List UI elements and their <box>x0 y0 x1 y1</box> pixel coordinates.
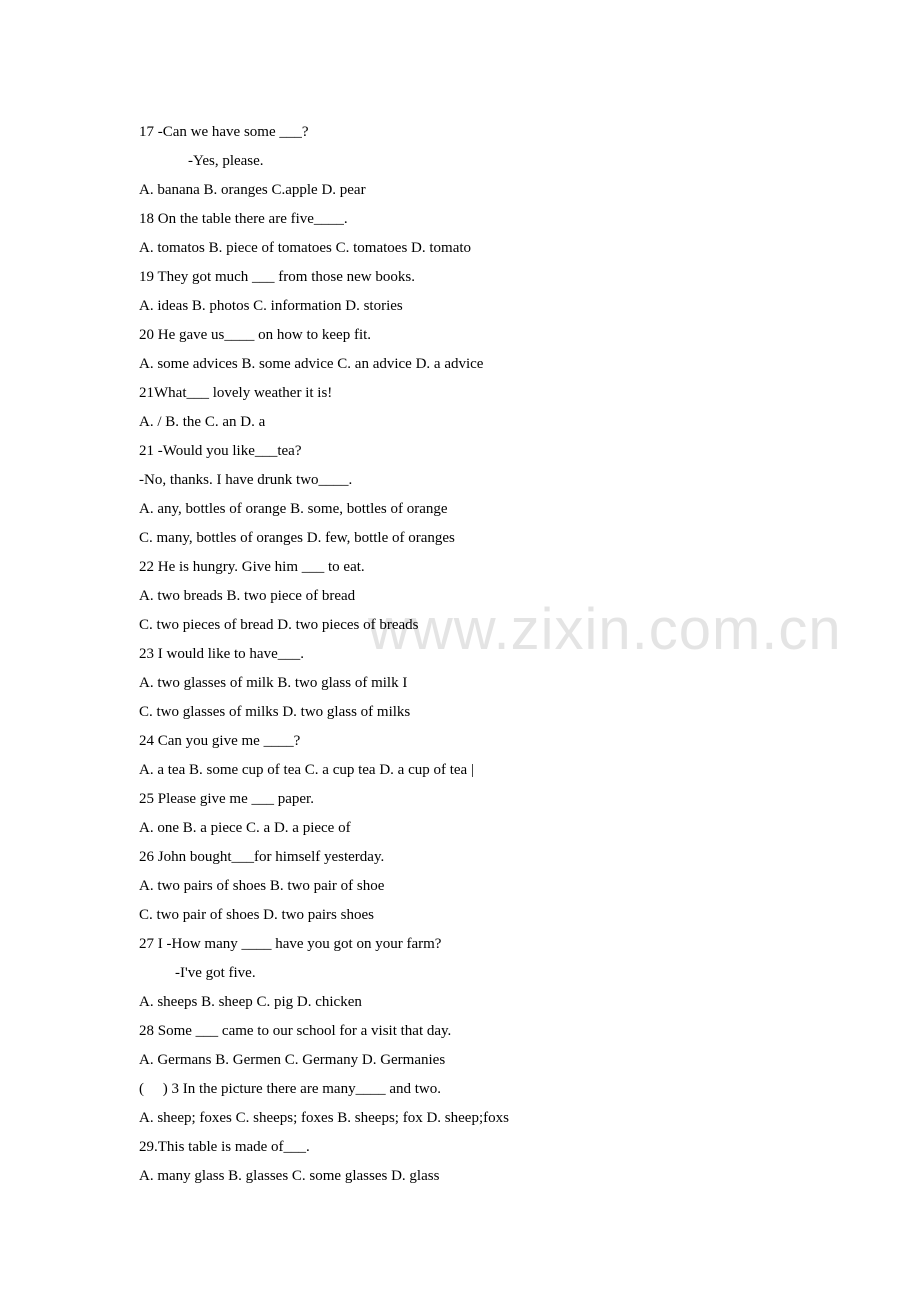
question-19-options: A. ideas B. photos C. information D. stories <box>139 298 403 314</box>
question-18-options: A. tomatos B. piece of tomatoes C. tomatoes D. tomato <box>139 240 472 256</box>
question-27-reply: -I've got five. <box>175 965 256 981</box>
question-22-options-cd: C. two pieces of bread D. two pieces of breads <box>139 617 419 633</box>
question-17-reply: -Yes, please. <box>188 153 264 169</box>
question-18-stem: 18 On the table there are five____. <box>139 211 348 227</box>
question-27-stem: 27 I -How many ____ have you got on your farm? <box>139 936 442 952</box>
question-26-options-ab: A. two pairs of shoes B. two pair of shoe <box>139 878 385 894</box>
question-23-options-cd: C. two glasses of milks D. two glass of milks <box>139 704 411 720</box>
question-21b-stem: 21 -Would you like___tea? <box>139 443 302 459</box>
question-21b-options-cd: C. many, bottles of oranges D. few, bottle of oranges <box>139 530 455 546</box>
question-20-stem: 20 He gave us____ on how to keep fit. <box>139 327 372 343</box>
question-26-stem: 26 John bought___for himself yesterday. <box>139 849 385 865</box>
question-17-options: A. banana B. oranges C.apple D. pear <box>139 182 366 198</box>
watermark-text: www.zixin.com.cn <box>368 597 842 662</box>
question-3-stem: ( ) 3 In the picture there are many____ and two. <box>139 1081 441 1097</box>
question-21b-reply: -No, thanks. I have drunk two____. <box>139 472 353 488</box>
question-19-stem: 19 They got much ___ from those new books. <box>139 269 415 285</box>
question-23-stem: 23 I would like to have___. <box>139 646 304 662</box>
question-24-options: A. a tea B. some cup of tea C. a cup tea D. a cup of tea | <box>139 762 474 778</box>
question-29-stem: 29.This table is made of___. <box>139 1139 310 1155</box>
question-25-options: A. one B. a piece C. a D. a piece of <box>139 820 351 836</box>
question-25-stem: 25 Please give me ___ paper. <box>139 791 314 807</box>
question-22-options-ab: A. two breads B. two piece of bread <box>139 588 356 604</box>
question-23-options-ab: A. two glasses of milk B. two glass of milk I <box>139 675 408 691</box>
question-20-options: A. some advices B. some advice C. an advice D. a advice <box>139 356 484 372</box>
question-21b-options-ab: A. any, bottles of orange B. some, bottles of orange <box>139 501 448 517</box>
question-17-stem: 17 -Can we have some ___? <box>139 124 309 140</box>
question-21a-options: A. / B. the C. an D. a <box>139 414 266 430</box>
question-22-stem: 22 He is hungry. Give him ___ to eat. <box>139 559 365 575</box>
question-21a-stem: 21What___ lovely weather it is! <box>139 385 333 401</box>
question-24-stem: 24 Can you give me ____? <box>139 733 301 749</box>
question-27-options: A. sheeps B. sheep C. pig D. chicken <box>139 994 362 1010</box>
question-28-options: A. Germans B. Germen C. Germany D. Germanies <box>139 1052 446 1068</box>
question-3-options: A. sheep; foxes C. sheeps; foxes B. sheeps; fox D. sheep;foxs <box>139 1110 509 1126</box>
question-26-options-cd: C. two pair of shoes D. two pairs shoes <box>139 907 374 923</box>
question-29-options: A. many glass B. glasses C. some glasses D. glass <box>139 1168 440 1184</box>
question-28-stem: 28 Some ___ came to our school for a visit that day. <box>139 1023 452 1039</box>
